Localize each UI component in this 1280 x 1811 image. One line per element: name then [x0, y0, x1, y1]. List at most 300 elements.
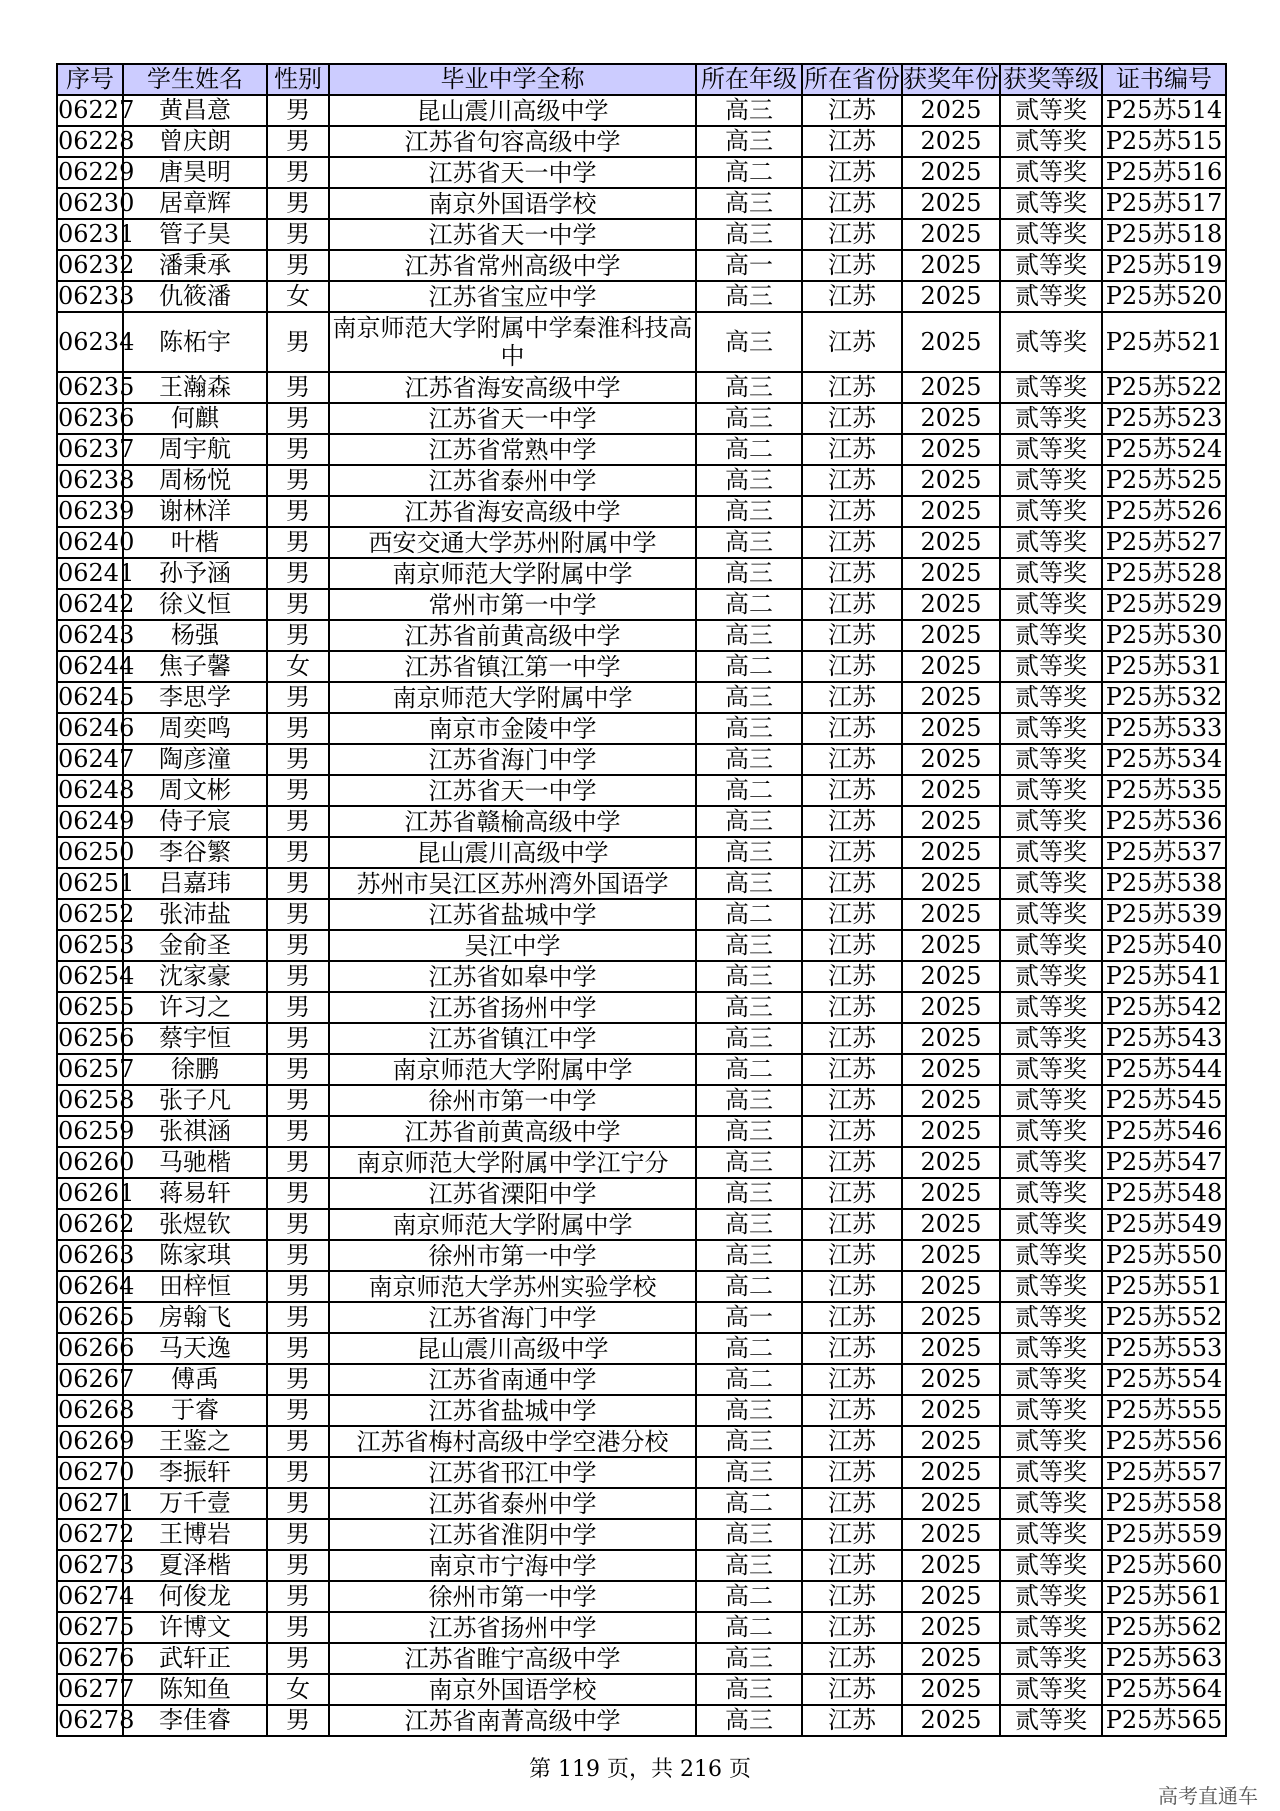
table-row: [57, 1023, 1226, 1054]
table-cell: P25苏557: [1102, 1457, 1226, 1488]
table-cell: 2025: [902, 1581, 1000, 1612]
table-cell: 2025: [902, 95, 1000, 126]
table-cell: 高二: [696, 1054, 802, 1085]
table-cell: 2025: [902, 558, 1000, 589]
table-cell: 贰等奖: [1000, 1240, 1102, 1271]
table-cell: 江苏: [802, 1116, 902, 1147]
table-cell: 男: [267, 1271, 329, 1302]
table-cell: 06271: [58, 1489, 135, 1517]
table-cell: 杨强: [123, 620, 267, 651]
table-cell: 江苏省天一中学: [329, 157, 696, 188]
table-cell: 高三: [696, 372, 802, 403]
table-cell: P25苏517: [1102, 188, 1226, 219]
table-row: [57, 1705, 1226, 1736]
table-cell: 南京师范大学附属中学秦淮科技高中: [329, 312, 696, 372]
table-cell: 江苏省溧阳中学: [329, 1178, 696, 1209]
table-cell: 夏泽楷: [123, 1550, 267, 1581]
table-cell: 2025: [902, 1147, 1000, 1178]
table-cell: 马驰楷: [123, 1147, 267, 1178]
table-cell: P25苏514: [1102, 95, 1226, 126]
table-cell: 江苏: [802, 188, 902, 219]
table-cell: 06256: [58, 1024, 135, 1052]
table-cell: 江苏: [802, 1519, 902, 1550]
table-row: [57, 95, 1226, 126]
table-cell: 06238: [58, 466, 135, 494]
table-cell: 高三: [696, 620, 802, 651]
table-cell: 高三: [696, 744, 802, 775]
table-cell: 贰等奖: [1000, 1302, 1102, 1333]
table-cell: 贰等奖: [1000, 188, 1102, 219]
table-cell: 06242: [58, 590, 135, 618]
table-cell: 06253: [58, 931, 135, 959]
table-cell: 高三: [696, 527, 802, 558]
table-cell: 06276: [58, 1644, 135, 1672]
table-cell: 男: [267, 930, 329, 961]
table-cell: 高三: [696, 682, 802, 713]
table-cell: 06264: [58, 1272, 135, 1300]
table-cell: 06228: [58, 127, 135, 155]
table-row: [57, 434, 1226, 465]
table-cell: 06237: [58, 435, 135, 463]
table-cell: 2025: [902, 312, 1000, 372]
table-cell: 男: [267, 188, 329, 219]
table-cell: 2025: [902, 1550, 1000, 1581]
table-cell: P25苏541: [1102, 961, 1226, 992]
table-cell: 高三: [696, 126, 802, 157]
table-cell: 06260: [58, 1148, 135, 1176]
table-cell: 男: [267, 1612, 329, 1643]
table-cell: 贰等奖: [1000, 1426, 1102, 1457]
table-cell: 2025: [902, 1178, 1000, 1209]
table-cell: 男: [267, 1085, 329, 1116]
table-row: [57, 1550, 1226, 1581]
table-cell: 蒋易轩: [123, 1178, 267, 1209]
table-cell: 男: [267, 1550, 329, 1581]
table-cell: 06235: [58, 373, 135, 401]
table-cell: 江苏: [802, 312, 902, 372]
table-cell: 高三: [696, 403, 802, 434]
table-cell: 2025: [902, 1333, 1000, 1364]
table-cell: 2025: [902, 992, 1000, 1023]
table-row: [57, 589, 1226, 620]
table-cell: 06262: [58, 1210, 135, 1238]
table-cell: 男: [267, 806, 329, 837]
table-cell: 06229: [58, 158, 135, 186]
table-cell: 陈柘宇: [123, 312, 267, 372]
table-cell: 谢林洋: [123, 496, 267, 527]
table-cell: 徐州市第一中学: [329, 1085, 696, 1116]
table-cell: P25苏532: [1102, 682, 1226, 713]
table-cell: 高三: [696, 837, 802, 868]
table-cell: 男: [267, 589, 329, 620]
table-cell: 贰等奖: [1000, 1457, 1102, 1488]
table-cell: 贰等奖: [1000, 496, 1102, 527]
table-cell: 06269: [58, 1427, 135, 1455]
table-row: [57, 372, 1226, 403]
table-cell: 江苏省盐城中学: [329, 1395, 696, 1426]
table-cell: 江苏: [802, 250, 902, 281]
table-cell: 06273: [58, 1551, 135, 1579]
table-cell: 何麒: [123, 403, 267, 434]
table-cell: 06252: [58, 900, 135, 928]
table-cell: 男: [267, 1023, 329, 1054]
table-cell: 高二: [696, 1488, 802, 1519]
table-cell: 男: [267, 219, 329, 250]
table-cell: P25苏519: [1102, 250, 1226, 281]
table-row: [57, 558, 1226, 589]
table-cell: P25苏531: [1102, 651, 1226, 682]
table-cell: 江苏省海门中学: [329, 744, 696, 775]
table-cell: 王鉴之: [123, 1426, 267, 1457]
table-cell: 李思学: [123, 682, 267, 713]
table-cell: 高三: [696, 281, 802, 312]
table-cell: 贰等奖: [1000, 434, 1102, 465]
column-header: 证书编号: [1102, 64, 1226, 95]
table-cell: 江苏省如皋中学: [329, 961, 696, 992]
table-cell: 万千壹: [123, 1488, 267, 1519]
table-cell: 贰等奖: [1000, 1612, 1102, 1643]
table-cell: 江苏省扬州中学: [329, 992, 696, 1023]
table-cell: 06227: [58, 96, 135, 124]
table-cell: 贰等奖: [1000, 1271, 1102, 1302]
table-cell: 江苏省南菁高级中学: [329, 1705, 696, 1736]
table-cell: 徐鹏: [123, 1054, 267, 1085]
table-cell: 06257: [58, 1055, 135, 1083]
table-cell: 2025: [902, 682, 1000, 713]
table-cell: 06249: [58, 807, 135, 835]
table-cell: 06258: [58, 1086, 135, 1114]
table-cell: 男: [267, 157, 329, 188]
column-header: 获奖年份: [903, 65, 999, 93]
column-header: 获奖等级: [1000, 64, 1102, 95]
table-cell: 江苏: [802, 1488, 902, 1519]
table-cell: 贰等奖: [1000, 527, 1102, 558]
table-cell: P25苏556: [1102, 1426, 1226, 1457]
table-row: [57, 1085, 1226, 1116]
table-cell: P25苏523: [1102, 403, 1226, 434]
table-cell: 李谷繁: [123, 837, 267, 868]
table-cell: P25苏553: [1102, 1333, 1226, 1364]
table-cell: 男: [267, 250, 329, 281]
table-row: [57, 899, 1226, 930]
table-cell: 06245: [58, 683, 135, 711]
table-cell: P25苏549: [1102, 1209, 1226, 1240]
table-row: [57, 744, 1226, 775]
table-cell: 贰等奖: [1000, 219, 1102, 250]
table-row: [57, 775, 1226, 806]
table-cell: 06272: [58, 1520, 135, 1548]
table-cell: 贰等奖: [1000, 1705, 1102, 1736]
table-cell: 吕嘉玮: [123, 868, 267, 899]
table-cell: 贰等奖: [1000, 1147, 1102, 1178]
table-row: [57, 1457, 1226, 1488]
table-cell: 贰等奖: [1000, 1395, 1102, 1426]
table-cell: 贰等奖: [1000, 930, 1102, 961]
table-cell: 贰等奖: [1000, 806, 1102, 837]
table-cell: 高三: [696, 1674, 802, 1705]
table-cell: 江苏省泰州中学: [329, 1488, 696, 1519]
table-cell: 2025: [902, 372, 1000, 403]
table-row: [57, 1581, 1226, 1612]
table-cell: 居章辉: [123, 188, 267, 219]
table-cell: 男: [267, 1302, 329, 1333]
table-cell: 高三: [696, 1240, 802, 1271]
table-cell: 06243: [58, 621, 135, 649]
table-cell: 江苏省句容高级中学: [329, 126, 696, 157]
table-cell: 2025: [902, 1395, 1000, 1426]
table-cell: 高二: [696, 1581, 802, 1612]
table-cell: 高三: [696, 1426, 802, 1457]
table-cell: 贰等奖: [1000, 1209, 1102, 1240]
table-cell: P25苏528: [1102, 558, 1226, 589]
table-cell: 男: [267, 1116, 329, 1147]
table-row: [57, 1643, 1226, 1674]
table-cell: 高三: [696, 1395, 802, 1426]
table-cell: P25苏559: [1102, 1519, 1226, 1550]
table-cell: 高二: [696, 775, 802, 806]
table-cell: 2025: [902, 1426, 1000, 1457]
table-cell: 男: [267, 868, 329, 899]
table-cell: P25苏560: [1102, 1550, 1226, 1581]
table-cell: 周文彬: [123, 775, 267, 806]
table-cell: 2025: [902, 157, 1000, 188]
table-cell: 高三: [696, 930, 802, 961]
table-cell: 陶彦潼: [123, 744, 267, 775]
table-cell: 江苏: [802, 1643, 902, 1674]
table-cell: 陈知鱼: [123, 1674, 267, 1705]
table-cell: 南京师范大学附属中学: [329, 558, 696, 589]
table-cell: 江苏: [802, 434, 902, 465]
table-cell: 江苏: [802, 527, 902, 558]
table-cell: 贰等奖: [1000, 281, 1102, 312]
table-cell: 贰等奖: [1000, 403, 1102, 434]
table-row: [57, 1147, 1226, 1178]
table-cell: 男: [267, 496, 329, 527]
table-cell: 女: [267, 651, 329, 682]
table-cell: 男: [267, 1426, 329, 1457]
table-cell: 李佳睿: [123, 1705, 267, 1736]
column-header: 所在省份: [804, 65, 900, 93]
table-cell: 贰等奖: [1000, 1488, 1102, 1519]
table-cell: 南京师范大学附属中学: [329, 1209, 696, 1240]
table-cell: 高二: [696, 589, 802, 620]
table-cell: 06259: [58, 1117, 135, 1145]
table-cell: P25苏530: [1102, 620, 1226, 651]
table-cell: 2025: [902, 126, 1000, 157]
table-cell: 江苏: [802, 1581, 902, 1612]
table-cell: 06240: [58, 528, 135, 556]
column-header: 性别: [267, 64, 329, 95]
table-cell: 唐昊明: [123, 157, 267, 188]
table-cell: 06267: [58, 1365, 135, 1393]
table-cell: P25苏555: [1102, 1395, 1226, 1426]
table-cell: 江苏: [802, 403, 902, 434]
table-row: [57, 1302, 1226, 1333]
table-row: [57, 312, 1226, 372]
table-cell: 贰等奖: [1000, 1364, 1102, 1395]
table-cell: 贰等奖: [1000, 775, 1102, 806]
table-cell: 06247: [58, 745, 135, 773]
table-cell: 2025: [902, 1085, 1000, 1116]
table-cell: 高一: [696, 1302, 802, 1333]
table-cell: 江苏: [802, 465, 902, 496]
page-footer: 第 119 页，共 216 页: [529, 1757, 751, 1782]
table-cell: 男: [267, 403, 329, 434]
table-cell: 2025: [902, 188, 1000, 219]
table-row: [57, 219, 1226, 250]
table-row: [57, 930, 1226, 961]
table-cell: 06232: [58, 251, 135, 279]
table-cell: 南京师范大学附属中学: [329, 682, 696, 713]
table-cell: 男: [267, 775, 329, 806]
table-cell: 男: [267, 620, 329, 651]
table-cell: 2025: [902, 837, 1000, 868]
table-cell: P25苏524: [1102, 434, 1226, 465]
table-cell: 2025: [902, 775, 1000, 806]
table-cell: 2025: [902, 219, 1000, 250]
table-cell: 许博文: [123, 1612, 267, 1643]
table-cell: 陈家琪: [123, 1240, 267, 1271]
table-cell: P25苏521: [1102, 312, 1226, 372]
table-cell: 高三: [696, 465, 802, 496]
table-cell: 06231: [58, 220, 135, 248]
table-cell: 高三: [696, 1705, 802, 1736]
table-cell: 2025: [902, 1519, 1000, 1550]
table-cell: 江苏省扬州中学: [329, 1612, 696, 1643]
table-row: [57, 1116, 1226, 1147]
table-cell: 男: [267, 992, 329, 1023]
table-cell: 高三: [696, 992, 802, 1023]
table-cell: 江苏: [802, 899, 902, 930]
table-cell: 06270: [58, 1458, 135, 1486]
table-cell: 男: [267, 1643, 329, 1674]
table-cell: 2025: [902, 961, 1000, 992]
table-row: [57, 1209, 1226, 1240]
table-cell: 高三: [696, 1147, 802, 1178]
table-cell: 江苏: [802, 868, 902, 899]
table-cell: 06265: [58, 1303, 135, 1331]
table-cell: 男: [267, 837, 329, 868]
table-cell: 2025: [902, 1271, 1000, 1302]
table-cell: 贰等奖: [1000, 95, 1102, 126]
table-cell: 江苏省前黄高级中学: [329, 620, 696, 651]
table-cell: 江苏省常州高级中学: [329, 250, 696, 281]
table-cell: 2025: [902, 1643, 1000, 1674]
table-cell: 06277: [58, 1675, 135, 1703]
table-cell: P25苏554: [1102, 1364, 1226, 1395]
table-cell: 江苏省淮阴中学: [329, 1519, 696, 1550]
table-cell: 江苏: [802, 219, 902, 250]
table-cell: 江苏省泰州中学: [329, 465, 696, 496]
table-cell: 06239: [58, 497, 135, 525]
table-cell: 男: [267, 744, 329, 775]
table-cell: 2025: [902, 1054, 1000, 1085]
table-cell: 06278: [58, 1706, 135, 1734]
table-cell: 江苏: [802, 496, 902, 527]
table-row: [57, 403, 1226, 434]
table-cell: 贰等奖: [1000, 744, 1102, 775]
table-cell: 2025: [902, 930, 1000, 961]
table-cell: 高三: [696, 558, 802, 589]
table-cell: 女: [267, 1674, 329, 1705]
table-cell: 06263: [58, 1241, 135, 1269]
table-cell: 张煜钦: [123, 1209, 267, 1240]
table-cell: 06261: [58, 1179, 135, 1207]
table-cell: P25苏520: [1102, 281, 1226, 312]
table-cell: 高三: [696, 219, 802, 250]
table-row: [57, 1333, 1226, 1364]
table-cell: 江苏: [802, 157, 902, 188]
table-cell: 高三: [696, 1085, 802, 1116]
table-cell: 06251: [58, 869, 135, 897]
table-cell: 南京市金陵中学: [329, 713, 696, 744]
table-cell: 2025: [902, 1364, 1000, 1395]
table-cell: 江苏省宝应中学: [329, 281, 696, 312]
table-cell: 江苏省天一中学: [329, 219, 696, 250]
table-cell: P25苏526: [1102, 496, 1226, 527]
table-cell: 高三: [696, 1209, 802, 1240]
table-cell: 周杨悦: [123, 465, 267, 496]
table-cell: 王瀚森: [123, 372, 267, 403]
table-cell: 贰等奖: [1000, 558, 1102, 589]
table-cell: 江苏省海安高级中学: [329, 372, 696, 403]
table-cell: 06275: [58, 1613, 135, 1641]
table-cell: 贰等奖: [1000, 899, 1102, 930]
column-header: 所在年级: [696, 64, 802, 95]
table-cell: 周宇航: [123, 434, 267, 465]
table-row: [57, 1612, 1226, 1643]
table-cell: 仇筱潘: [123, 281, 267, 312]
corner-label: 高考直通车: [1158, 1784, 1258, 1808]
table-cell: 2025: [902, 620, 1000, 651]
table-cell: 2025: [902, 868, 1000, 899]
table-row: [57, 1426, 1226, 1457]
table-cell: 2025: [902, 434, 1000, 465]
table-cell: 2025: [902, 1705, 1000, 1736]
table-row: [57, 527, 1226, 558]
table-cell: 男: [267, 1147, 329, 1178]
award-table-container: [56, 63, 1225, 1737]
table-row: [57, 713, 1226, 744]
table-cell: 高二: [696, 157, 802, 188]
table-cell: 高三: [696, 1116, 802, 1147]
table-cell: 高三: [696, 1519, 802, 1550]
table-cell: 男: [267, 126, 329, 157]
table-row: [57, 157, 1226, 188]
table-cell: P25苏516: [1102, 157, 1226, 188]
table-cell: 江苏: [802, 1271, 902, 1302]
table-cell: 高三: [696, 95, 802, 126]
table-cell: 男: [267, 899, 329, 930]
table-cell: 男: [267, 1581, 329, 1612]
table-cell: 男: [267, 1519, 329, 1550]
table-cell: 傅禹: [123, 1364, 267, 1395]
table-cell: 江苏: [802, 775, 902, 806]
table-cell: 武轩正: [123, 1643, 267, 1674]
table-cell: 江苏省赣榆高级中学: [329, 806, 696, 837]
table-cell: 男: [267, 312, 329, 372]
table-cell: 06241: [58, 559, 135, 587]
table-row: [57, 806, 1226, 837]
table-row: [57, 1271, 1226, 1302]
table-cell: 2025: [902, 1240, 1000, 1271]
table-cell: 江苏: [802, 1085, 902, 1116]
table-cell: 高二: [696, 899, 802, 930]
table-cell: 男: [267, 372, 329, 403]
table-cell: 2025: [902, 589, 1000, 620]
table-row: [57, 1054, 1226, 1085]
table-cell: 男: [267, 1178, 329, 1209]
